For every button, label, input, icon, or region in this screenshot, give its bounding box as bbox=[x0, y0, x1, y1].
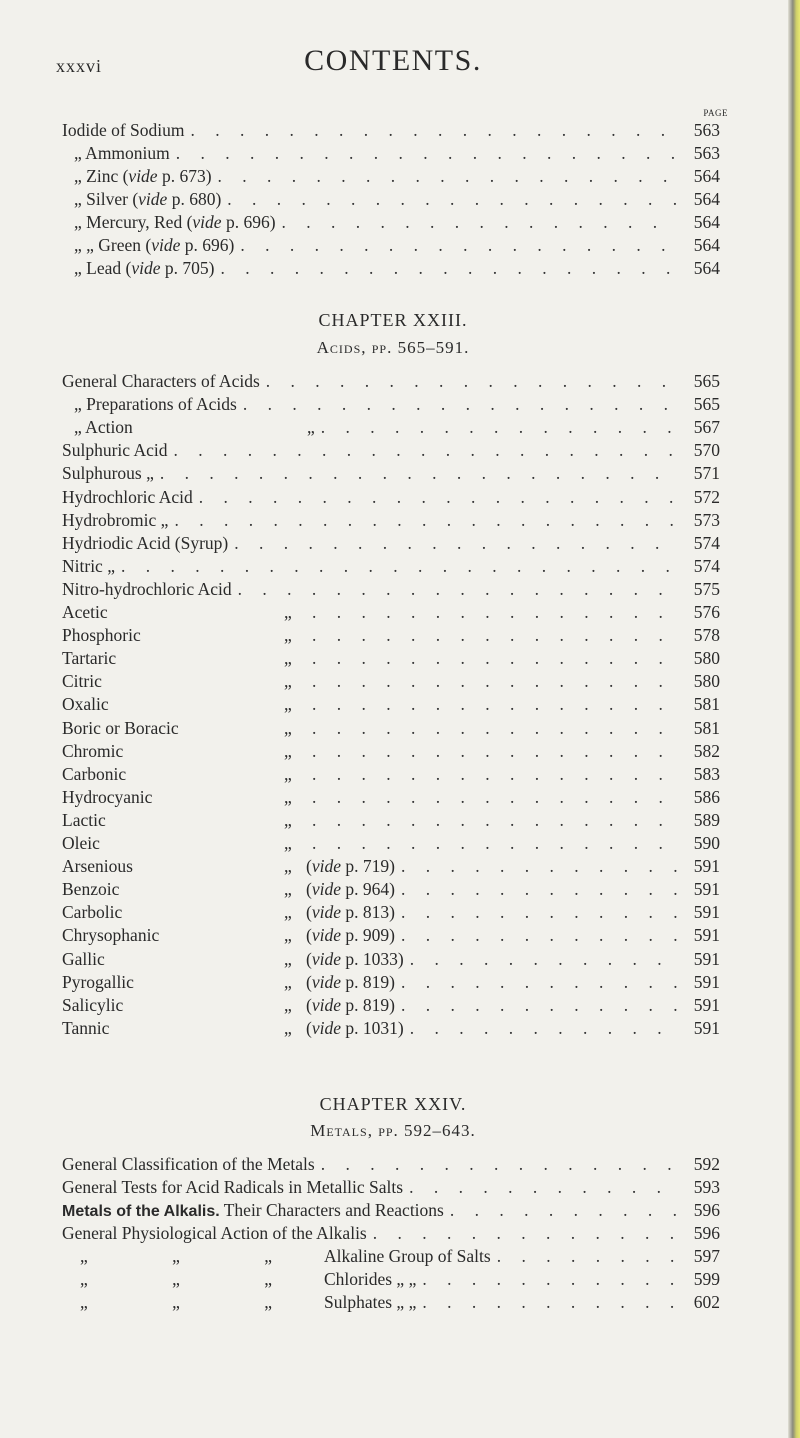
vide-ref: p. 819) bbox=[345, 994, 395, 1015]
toc-entry bbox=[62, 856, 720, 878]
ditto-mark: „ bbox=[284, 648, 292, 669]
entry-page: 591 bbox=[693, 1017, 720, 1038]
leader-dots bbox=[234, 235, 678, 256]
entry-title: „ Zinc (vide p. 673) bbox=[74, 166, 212, 186]
leader-dots bbox=[306, 671, 678, 692]
entry-title bbox=[62, 671, 306, 692]
leader-dots bbox=[315, 1154, 678, 1175]
leader-dots bbox=[276, 212, 678, 233]
toc-entry bbox=[62, 143, 720, 165]
leader-dots bbox=[416, 1292, 678, 1313]
entry-page: 597 bbox=[693, 1246, 720, 1266]
ditto-mark: „ bbox=[284, 994, 292, 1015]
entry-name: Benzoic bbox=[62, 879, 120, 900]
entry-name: Phosphoric bbox=[62, 625, 141, 646]
leader-dots bbox=[232, 579, 678, 600]
entry-page: 596 bbox=[693, 1200, 720, 1220]
toc-entry bbox=[62, 995, 720, 1017]
entry-name: Hydrobromic „ bbox=[62, 509, 169, 530]
ditto-mark: „ bbox=[284, 671, 292, 692]
ditto-mark: „ bbox=[284, 763, 292, 784]
entry-page: 591 bbox=[693, 971, 720, 992]
vide-label: vide bbox=[311, 994, 341, 1015]
vide-ref: p. 819) bbox=[345, 971, 395, 992]
entry-name: Acetic bbox=[62, 602, 108, 622]
toc-entry bbox=[62, 1269, 720, 1291]
entry-title bbox=[62, 925, 395, 946]
vide-label: vide bbox=[311, 925, 341, 946]
entry-name: General Characters of Acids bbox=[62, 371, 260, 391]
leader-dots bbox=[395, 856, 678, 877]
entry-title bbox=[62, 856, 395, 877]
leader-dots bbox=[212, 166, 678, 187]
leader-dots bbox=[115, 556, 678, 577]
leader-dots bbox=[306, 764, 678, 785]
vide-label: vide bbox=[311, 902, 341, 923]
entry-name: Tannic bbox=[62, 1017, 110, 1038]
entry-name: Carbonic bbox=[62, 763, 127, 784]
leader-dots bbox=[170, 143, 678, 164]
entry-page: 563 bbox=[693, 143, 720, 163]
entry-title bbox=[62, 787, 306, 808]
entry-name: Carbolic bbox=[62, 902, 123, 923]
toc-entry bbox=[62, 741, 720, 763]
chapter-subheading: Metals, pp. 592–643. bbox=[310, 1121, 476, 1140]
vide-open: ( bbox=[306, 971, 312, 992]
toc-entry bbox=[62, 463, 720, 485]
entry-name: Hydriodic Acid (Syrup) bbox=[62, 532, 229, 553]
vide-open: ( bbox=[306, 994, 312, 1015]
entry-name: Boric or Boracic bbox=[62, 717, 179, 738]
vide-ref: p. 964) bbox=[345, 879, 395, 900]
leader-dots bbox=[306, 833, 678, 854]
entry-page: 590 bbox=[693, 833, 720, 853]
entry-page: 582 bbox=[693, 740, 720, 761]
entry-name: Nitro-hydrochloric Acid bbox=[62, 578, 232, 599]
entry-name: Lactic bbox=[62, 809, 106, 830]
entry-page: 580 bbox=[693, 648, 720, 669]
ditto-mark: „ bbox=[284, 740, 292, 761]
entry-page: 583 bbox=[693, 763, 720, 784]
entry-page: 573 bbox=[693, 509, 720, 530]
entry-title bbox=[62, 902, 395, 923]
leader-dots bbox=[306, 648, 678, 669]
entry-title: „ Mercury, Red (vide p. 696) bbox=[74, 212, 276, 232]
entry-page: 591 bbox=[693, 925, 720, 946]
toc-entry bbox=[62, 833, 720, 855]
entry-page: 586 bbox=[693, 786, 720, 807]
toc-entry bbox=[62, 371, 720, 393]
entry-title bbox=[62, 995, 395, 1016]
vide-open: ( bbox=[306, 948, 312, 969]
ditto-mark: „ bbox=[284, 856, 292, 877]
entry-page: 593 bbox=[693, 1177, 720, 1197]
leader-dots bbox=[367, 1223, 678, 1244]
leader-dots bbox=[306, 718, 678, 739]
leader-dots bbox=[395, 925, 678, 946]
entry-title: „ Silver (vide p. 680) bbox=[74, 189, 222, 209]
vide-ref: p. 813) bbox=[345, 902, 395, 923]
toc-entry bbox=[62, 625, 720, 647]
vide-ref: p. 1031) bbox=[345, 1017, 404, 1038]
chapter-heading: CHAPTER XXIII. bbox=[318, 310, 468, 330]
entry-name: General Tests for Acid Radicals in Metallic Salts bbox=[62, 1177, 404, 1197]
entry-name: Gallic bbox=[62, 948, 105, 969]
toc-entry bbox=[62, 787, 720, 809]
toc-entry bbox=[62, 258, 720, 280]
entry-name: Nitric „ bbox=[62, 555, 115, 576]
entry-page: 591 bbox=[693, 902, 720, 923]
toc-entry bbox=[62, 440, 720, 462]
entry-title bbox=[62, 949, 404, 970]
entry-page: 571 bbox=[693, 463, 720, 484]
entry-bold-lead: Metals of the Alkalis. bbox=[62, 1203, 220, 1220]
entry-title bbox=[62, 556, 115, 577]
toc-entry bbox=[62, 556, 720, 578]
entry-page: 574 bbox=[693, 555, 720, 576]
entry-title bbox=[62, 648, 306, 669]
toc-entry bbox=[62, 510, 720, 532]
entry-title bbox=[62, 1018, 404, 1039]
toc-entry bbox=[62, 212, 720, 234]
leader-dots bbox=[395, 995, 678, 1016]
entry-title: „ „ Green (vide p. 696) bbox=[74, 235, 235, 255]
running-title: CONTENTS. bbox=[304, 44, 482, 77]
entry-title bbox=[62, 1200, 444, 1221]
entry-page: 581 bbox=[693, 717, 720, 738]
entry-title bbox=[62, 764, 306, 785]
toc-entry bbox=[62, 810, 720, 832]
entry-page: 596 bbox=[693, 1223, 720, 1243]
entry-title bbox=[62, 741, 306, 762]
ditto-mark: „ bbox=[284, 879, 292, 900]
entry-page: 591 bbox=[693, 879, 720, 900]
toc-entry bbox=[62, 972, 720, 994]
vide-open: ( bbox=[306, 879, 312, 900]
leader-dots bbox=[306, 810, 678, 831]
entry-page: 575 bbox=[693, 578, 720, 599]
entry-page: 564 bbox=[693, 189, 720, 209]
toc-entry bbox=[62, 1177, 720, 1199]
entry-title bbox=[62, 510, 168, 531]
leader-dots bbox=[167, 440, 678, 461]
entry-page: 567 bbox=[693, 417, 720, 438]
entry-title bbox=[62, 1292, 416, 1313]
entry-name: Chrysophanic bbox=[62, 925, 160, 946]
entry-name: „ Action bbox=[74, 417, 133, 438]
toc-entry bbox=[62, 166, 720, 188]
leader-dots bbox=[404, 949, 678, 970]
entry-page: 578 bbox=[693, 625, 720, 646]
entry-name: Salicylic bbox=[62, 994, 124, 1015]
entry-name: Alkaline Group of Salts bbox=[324, 1246, 491, 1266]
entry-title bbox=[62, 579, 232, 600]
entry-name: General Physiological Action of the Alkalis bbox=[62, 1223, 367, 1243]
entry-name: Hydrochloric Acid bbox=[62, 486, 193, 507]
entry-title bbox=[62, 625, 306, 646]
vide-ref: p. 719) bbox=[345, 856, 395, 877]
toc-entry bbox=[62, 189, 720, 211]
vide-ref: p. 909) bbox=[345, 925, 395, 946]
leader-dots bbox=[395, 902, 678, 923]
entry-name: Hydrocyanic bbox=[62, 786, 153, 807]
entry-page: 564 bbox=[693, 212, 720, 232]
leader-dots bbox=[221, 189, 678, 210]
entry-title bbox=[62, 371, 260, 392]
toc-entry bbox=[62, 602, 720, 624]
toc-entry bbox=[62, 487, 720, 509]
entry-page: 572 bbox=[693, 486, 720, 507]
toc-entry bbox=[62, 120, 720, 142]
entry-title bbox=[62, 533, 228, 554]
entry-title bbox=[62, 1223, 367, 1244]
entry-title bbox=[62, 879, 395, 900]
entry-title: Iodide of Sodium bbox=[62, 120, 185, 140]
toc-entry bbox=[62, 879, 720, 901]
entry-page: 574 bbox=[693, 532, 720, 553]
entry-page: 563 bbox=[693, 120, 720, 140]
entry-page: 591 bbox=[693, 856, 720, 877]
entry-name: Tartaric bbox=[62, 648, 117, 669]
vide-label: vide bbox=[311, 856, 341, 877]
entry-name: Arsenious bbox=[62, 856, 133, 877]
leader-dots bbox=[404, 1018, 678, 1039]
toc-entry bbox=[62, 648, 720, 670]
vide-ref: p. 1033) bbox=[345, 948, 404, 969]
toc-entry bbox=[62, 949, 720, 971]
vide-open: ( bbox=[306, 1017, 312, 1038]
leader-dots bbox=[491, 1246, 678, 1267]
page-edge bbox=[788, 0, 800, 1438]
leader-dots bbox=[444, 1200, 678, 1221]
ditto-mark: „ „ „ bbox=[80, 1292, 313, 1312]
entry-page: 599 bbox=[693, 1269, 720, 1289]
leader-dots bbox=[185, 120, 679, 141]
leader-dots bbox=[306, 602, 678, 623]
leader-dots bbox=[260, 371, 678, 392]
leader-dots bbox=[306, 787, 678, 808]
entry-name: Oxalic bbox=[62, 694, 109, 715]
toc-entry bbox=[62, 925, 720, 947]
entry-title bbox=[62, 810, 306, 831]
entry-page: 564 bbox=[693, 235, 720, 255]
entry-title bbox=[62, 487, 193, 508]
entry-title bbox=[62, 394, 237, 415]
ditto-mark: „ bbox=[284, 833, 292, 853]
entry-title bbox=[62, 463, 154, 484]
entry-name: Sulphates „ „ bbox=[324, 1292, 417, 1312]
leader-dots bbox=[306, 741, 678, 762]
entry-name: Sulphuric Acid bbox=[62, 440, 168, 461]
vide-open: ( bbox=[306, 925, 312, 946]
leader-dots bbox=[315, 417, 678, 438]
ditto-mark: „ bbox=[284, 902, 292, 923]
entry-page: 564 bbox=[693, 166, 720, 186]
leader-dots bbox=[395, 879, 678, 900]
ditto-mark: „ bbox=[284, 602, 292, 622]
entry-page: 602 bbox=[693, 1292, 720, 1312]
toc-entry bbox=[62, 579, 720, 601]
entry-name: Chromic bbox=[62, 740, 124, 761]
ditto-mark: „ bbox=[284, 1017, 292, 1038]
leader-dots bbox=[193, 487, 678, 508]
entry-title bbox=[62, 1269, 416, 1290]
toc-entry bbox=[62, 1018, 720, 1040]
entry-name: Citric bbox=[62, 671, 102, 692]
toc-entry bbox=[62, 417, 720, 439]
toc-entry bbox=[62, 902, 720, 924]
chapter-heading: CHAPTER XXIV. bbox=[319, 1094, 467, 1114]
entry-name: Sulphurous „ bbox=[62, 463, 154, 484]
leader-dots bbox=[306, 694, 678, 715]
entry-title bbox=[62, 440, 167, 461]
folio-number: xxxvi bbox=[56, 56, 103, 76]
leader-dots bbox=[214, 258, 678, 279]
chapter-subheading: Acids, pp. 565–591. bbox=[316, 338, 470, 357]
vide-open: ( bbox=[306, 856, 312, 877]
ditto-mark: „ bbox=[307, 417, 315, 438]
entry-page: 580 bbox=[693, 671, 720, 692]
toc-entry bbox=[62, 671, 720, 693]
entry-title bbox=[62, 972, 395, 993]
page-column-label: PAGE bbox=[703, 108, 728, 118]
leader-dots bbox=[306, 625, 678, 646]
toc-entry bbox=[62, 533, 720, 555]
leader-dots bbox=[395, 972, 678, 993]
entry-name: General Classification of the Metals bbox=[62, 1154, 315, 1174]
entry-title bbox=[62, 1246, 491, 1267]
entry-page: 591 bbox=[693, 994, 720, 1015]
entry-name: Chlorides „ „ bbox=[324, 1269, 417, 1289]
entry-title bbox=[62, 833, 306, 854]
toc-entry bbox=[62, 1292, 720, 1314]
entry-title: „ Ammonium bbox=[74, 143, 170, 163]
entry-title bbox=[62, 694, 306, 715]
leader-dots bbox=[228, 533, 678, 554]
entry-name: Pyrogallic bbox=[62, 971, 134, 992]
vide-open: ( bbox=[306, 902, 312, 923]
toc-entry bbox=[62, 694, 720, 716]
entry-page: 591 bbox=[693, 948, 720, 969]
toc-entry bbox=[62, 235, 720, 257]
vide-label: vide bbox=[311, 948, 341, 969]
ditto-mark: „ bbox=[284, 786, 292, 807]
toc-entry bbox=[62, 1154, 720, 1176]
entry-page: 589 bbox=[693, 809, 720, 830]
toc-entry bbox=[62, 718, 720, 740]
entry-name: Their Characters and Reactions bbox=[219, 1200, 444, 1220]
entry-page: 581 bbox=[693, 694, 720, 715]
leader-dots bbox=[403, 1177, 678, 1198]
toc-entry bbox=[62, 1223, 720, 1245]
toc-entry bbox=[62, 394, 720, 416]
entry-page: 564 bbox=[693, 258, 720, 278]
vide-label: vide bbox=[311, 879, 341, 900]
ditto-mark: „ bbox=[284, 948, 292, 969]
entry-title bbox=[62, 417, 315, 438]
ditto-mark: „ „ „ bbox=[80, 1246, 313, 1266]
ditto-mark: „ bbox=[284, 717, 292, 738]
ditto-mark: „ bbox=[284, 694, 292, 715]
ditto-mark: „ bbox=[284, 809, 292, 830]
ditto-mark: „ bbox=[284, 925, 292, 946]
entry-name: Oleic bbox=[62, 833, 100, 853]
toc-entry bbox=[62, 1200, 720, 1222]
entry-title bbox=[62, 602, 306, 623]
leader-dots bbox=[168, 510, 678, 531]
entry-page: 565 bbox=[693, 371, 720, 391]
entry-page: 576 bbox=[693, 602, 720, 622]
entry-page: 565 bbox=[693, 394, 720, 415]
ditto-mark: „ bbox=[284, 971, 292, 992]
entry-page: 570 bbox=[693, 440, 720, 461]
leader-dots bbox=[154, 463, 678, 484]
entry-name: „ Preparations of Acids bbox=[74, 394, 237, 415]
ditto-mark: „ bbox=[284, 625, 292, 646]
entry-page: 592 bbox=[693, 1154, 720, 1174]
leader-dots bbox=[416, 1269, 678, 1290]
entry-title: „ Lead (vide p. 705) bbox=[74, 258, 215, 278]
ditto-mark: „ „ „ bbox=[80, 1269, 313, 1289]
leader-dots bbox=[237, 394, 678, 415]
toc-entry bbox=[62, 1246, 720, 1268]
toc-entry bbox=[62, 764, 720, 786]
entry-title bbox=[62, 1177, 403, 1198]
entry-title bbox=[62, 1154, 315, 1175]
vide-label: vide bbox=[311, 971, 341, 992]
entry-title bbox=[62, 718, 306, 739]
vide-label: vide bbox=[311, 1017, 341, 1038]
